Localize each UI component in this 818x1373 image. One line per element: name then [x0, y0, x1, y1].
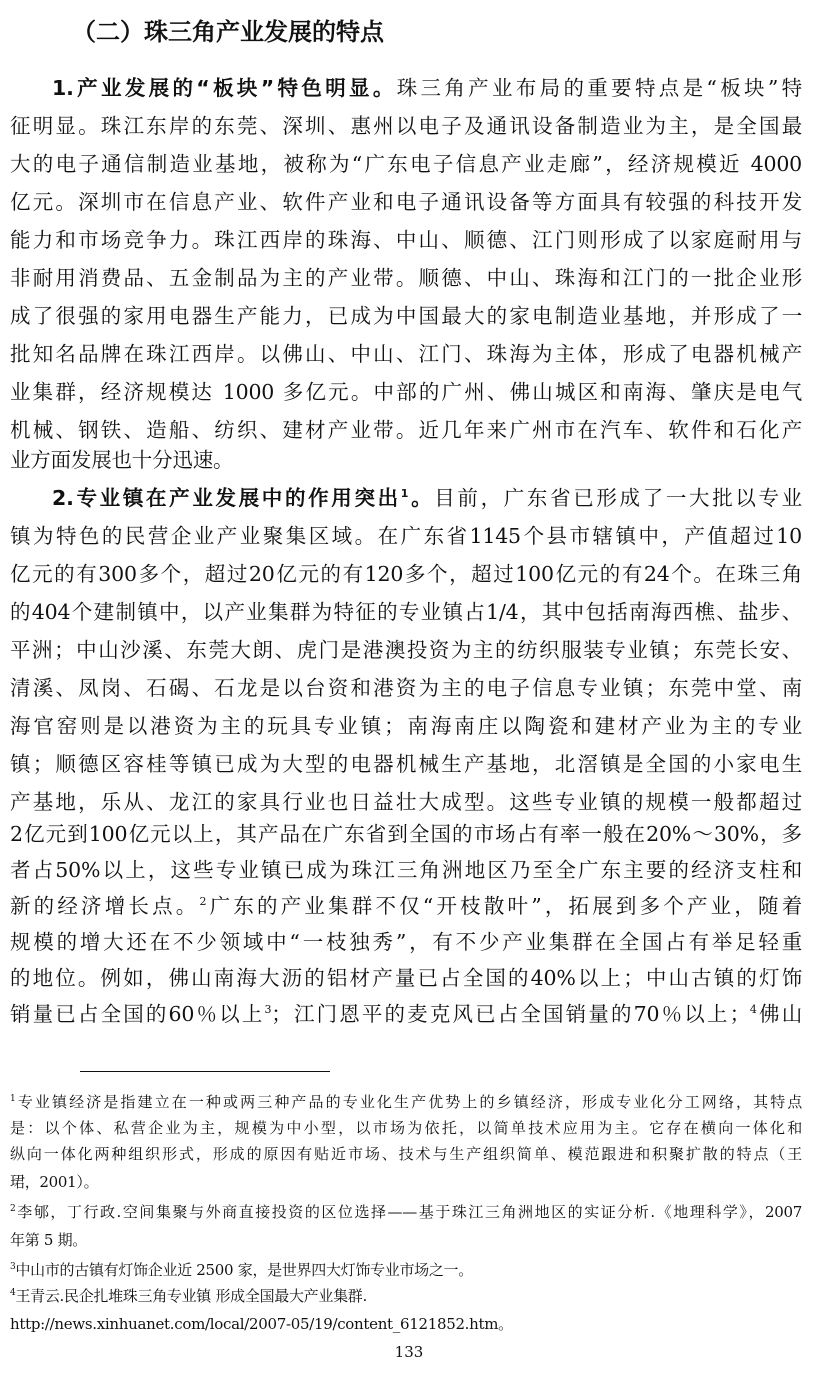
paragraph-line: 业方面发展也十分迅速。 [10, 448, 234, 472]
paragraph-line: 1.产业发展的“板块”特色明显。珠三角产业布局的重要特点是“板块”特 [52, 76, 802, 100]
footnote-ref: 4 [749, 1003, 757, 1017]
paragraph-line: 非耐用消费品、五金制品为主的产业带。顺德、中山、珠海和江门的一批企业形 [10, 266, 802, 290]
paragraph-label: 1.产业发展的“板块”特色明显。 [52, 76, 397, 100]
footnote-ref: 1 [400, 487, 409, 501]
footnote-separator [80, 1071, 330, 1072]
paragraph-line: 清溪、凤岗、石碣、石龙是以台资和港资为主的电子信息专业镇；东莞中堂、南 [10, 676, 802, 700]
paragraph-line: 平洲；中山沙溪、东莞大朗、虎门是港澳投资为主的纺织服装专业镇；东莞长安、 [10, 638, 802, 662]
paragraph-line: 的404个建制镇中，以产业集群为特征的专业镇占1/4，其中包括南海西樵、盐步、 [10, 600, 802, 624]
paragraph-label: 2.专业镇在产业发展中的作用突出 [52, 486, 401, 510]
paragraph-line: 批知名品牌在珠江西岸。以佛山、中山、江门、珠海为主体，形成了电器机械产 [10, 342, 802, 366]
paragraph-line: 产基地，乐从、龙江的家具行业也日益壮大成型。这些专业镇的规模一般都超过 [10, 790, 802, 814]
footnote-line: 是：以个体、私营企业为主，规模为中小型，以市场为依托，以简单技术应用为主。它存在横向一体化和 [10, 1119, 802, 1137]
paragraph-line: 2.专业镇在产业发展中的作用突出$^1$。目前，广东省已形成了一大批以专业 [52, 486, 802, 510]
footnote-ref: 3 [264, 1003, 272, 1017]
paragraph-line: 的地位。例如，佛山南海大沥的铝材产量已占全国的40%以上；中山古镇的灯饰 [10, 966, 802, 990]
paragraph-line: 新的经济增长点。$^2$广东的产业集群不仅“开枝散叶”，拓展到多个产业，随着 [10, 894, 802, 918]
footnote-3: $^3$中山市的古镇有灯饰企业近 2500 家，是世界四大灯饰专业市场之一。 [10, 1261, 473, 1279]
section-heading: （二）珠三角产业发展的特点 [72, 18, 384, 46]
paragraph-line: 2亿元到100亿元以上，其产品在广东省到全国的市场占有率一般在20%～30%，多 [10, 822, 802, 846]
footnote-2: $^2$李郇，丁行政.空间集聚与外商直接投资的区位选择——基于珠江三角洲地区的实证分析.《地理科学》，2007 [10, 1203, 802, 1221]
paragraph-line: 海官窑则是以港资为主的玩具专业镇；南海南庄以陶瓷和建材产业为主的专业 [10, 714, 802, 738]
paragraph-line: 亿元。深圳市在信息产业、软件产业和电子通讯设备等方面具有较强的科技开发 [10, 190, 802, 214]
paragraph-line: 机械、钢铁、造船、纺织、建材产业带。近几年来广州市在汽车、软件和石化产 [10, 418, 802, 442]
paragraph-line: 者占50%以上，这些专业镇已成为珠江三角洲地区乃至全广东主要的经济支柱和 [10, 858, 802, 882]
paragraph-line: 亿元的有300多个，超过20亿元的有120多个，超过100亿元的有24个。在珠三角 [10, 562, 802, 586]
paragraph-line: 成了很强的家用电器生产能力，已成为中国最大的家电制造业基地，并形成了一 [10, 304, 802, 328]
paragraph-line: 销量已占全国的60％以上$^3$；江门恩平的麦克风已占全国销量的70％以上；$^4$佛山 [10, 1002, 802, 1026]
footnote-line: 珺，2001）。 [10, 1173, 99, 1191]
paragraph-line: 规模的增大还在不少领域中“一枝独秀”，有不少产业集群在全国占有举足轻重 [10, 930, 802, 954]
paragraph-line: 大的电子通信制造业基地，被称为“广东电子信息产业走廊”，经济规模近 4000 [10, 152, 802, 176]
page-number: 133 [394, 1343, 424, 1361]
footnote-4: $^4$王青云.民企扎堆珠三角专业镇 形成全国最大产业集群. [10, 1287, 367, 1305]
footnote-1: $^1$专业镇经济是指建立在一种或两三种产品的专业化生产优势上的乡镇经济，形成专业化分工网络，其特点 [10, 1093, 802, 1111]
footnote-line: 纵向一体化两种组织形式，形成的原因有贴近市场、技术与生产组织简单、模范跟进和积聚扩散的特点（王 [10, 1145, 802, 1163]
paragraph-line: 业集群，经济规模达 1000 多亿元。中部的广州、佛山城区和南海、肇庆是电气 [10, 380, 802, 404]
paragraph-line: 镇为特色的民营企业产业聚集区域。在广东省1145个县市辖镇中，产值超过10 [10, 524, 802, 548]
footnote-ref: 2 [199, 895, 207, 909]
paragraph-line: 征明显。珠江东岸的东莞、深圳、惠州以电子及通讯设备制造业为主，是全国最 [10, 114, 802, 138]
footnote-url: http://news.xinhuanet.com/local/2007-05/19/content_6121852.htm。 [10, 1315, 513, 1333]
footnote-line: 年第 5 期。 [10, 1231, 87, 1249]
paragraph-line: 能力和市场竞争力。珠江西岸的珠海、中山、顺德、江门则形成了以家庭耐用与 [10, 228, 802, 252]
paragraph-line: 镇；顺德区容桂等镇已成为大型的电器机械生产基地，北滘镇是全国的小家电生 [10, 752, 802, 776]
